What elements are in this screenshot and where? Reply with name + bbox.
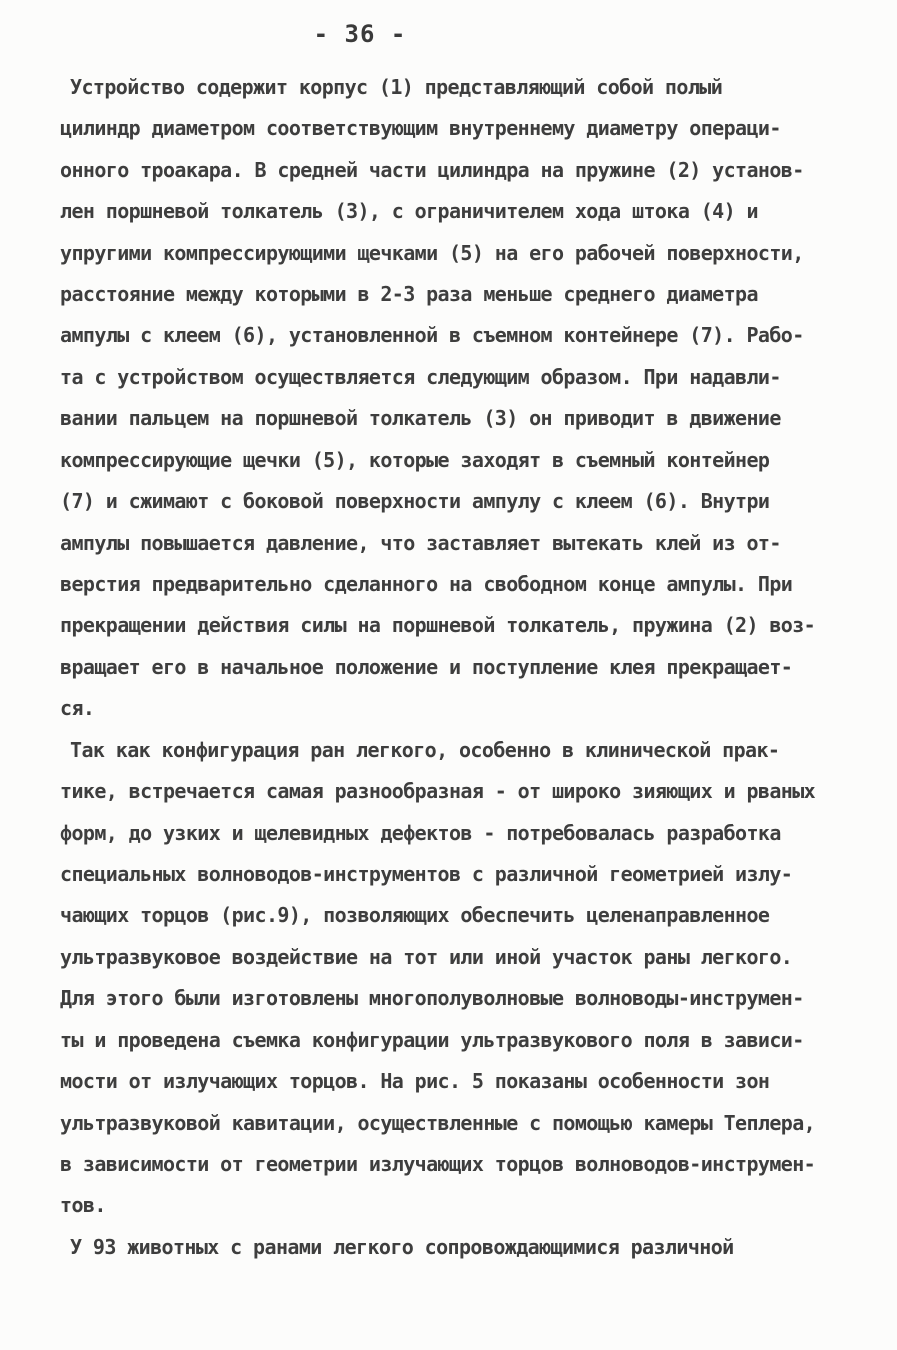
text-line-13: верстия предварительно сделанного на свободном конце ампулы. При	[60, 572, 793, 596]
text-line-6: расстояние между которыми в 2-3 раза меньше среднего диаметра	[60, 282, 758, 306]
text-line-26: ультразвуковой кавитации, осуществленные с помощью камеры Теплера,	[60, 1111, 816, 1135]
text-line-14: прекращении действия силы на поршневой толкатель, пружина (2) воз-	[60, 613, 816, 637]
text-line-11: (7) и сжимают с боковой поверхности ампулу с клеем (6). Внутри	[60, 489, 770, 513]
text-line-25: мости от излучающих торцов. На рис. 5 показаны особенности зон	[60, 1069, 770, 1093]
text-line-18: тике, встречается самая разнообразная - от широко зияющих и рваных	[60, 779, 816, 803]
text-line-8: та с устройством осуществляется следующим образом. При надавли-	[60, 365, 781, 389]
text-line-24: ты и проведена съемка конфигурации ультразвукового поля в зависи-	[60, 1028, 804, 1052]
text-line-27: в зависимости от геометрии излучающих торцов волноводов-инструмен-	[60, 1152, 816, 1176]
text-line-9: вании пальцем на поршневой толкатель (3) он приводит в движение	[60, 406, 781, 430]
text-line-15: вращает его в начальное положение и поступление клея прекращает-	[60, 655, 793, 679]
text-line-4: лен поршневой толкатель (3), с ограничителем хода штока (4) и	[60, 199, 758, 223]
text-line-16: ся.	[60, 696, 95, 720]
text-line-23: Для этого были изготовлены многополуволновые волноводы-инструмен-	[60, 986, 804, 1010]
text-line-20: специальных волноводов-инструментов с различной геометрией излу-	[60, 862, 793, 886]
text-line-17: Так как конфигурация ран легкого, особенно в клинической прак-	[70, 738, 780, 762]
text-line-2: цилиндр диаметром соответствующим внутреннему диаметру операци-	[60, 116, 781, 140]
text-line-7: ампулы с клеем (6), установленной в съемном контейнере (7). Рабо-	[60, 323, 804, 347]
text-line-1: Устройство содержит корпус (1) представляющий собой полый	[70, 75, 723, 99]
text-line-5: упругими компрессирующими щечками (5) на его рабочей поверхности,	[60, 241, 804, 265]
text-line-19: форм, до узких и щелевидных дефектов - потребовалась разработка	[60, 821, 781, 845]
text-line-28: тов.	[60, 1193, 106, 1217]
text-line-10: компрессирующие щечки (5), которые заходят в съемный контейнер	[60, 448, 770, 472]
text-line-3: онного троакара. В средней части цилиндра на пружине (2) установ-	[60, 158, 804, 182]
page-number: - 36 -	[313, 20, 407, 48]
text-line-29: У 93 животных с ранами легкого сопровождающимися различной	[70, 1235, 734, 1259]
text-line-22: ультразвуковое воздействие на тот или иной участок раны легкого.	[60, 945, 793, 969]
text-line-21: чающих торцов (рис.9), позволяющих обеспечить целенаправленное	[60, 903, 770, 927]
text-line-12: ампулы повышается давление, что заставляет вытекать клей из от-	[60, 531, 781, 555]
